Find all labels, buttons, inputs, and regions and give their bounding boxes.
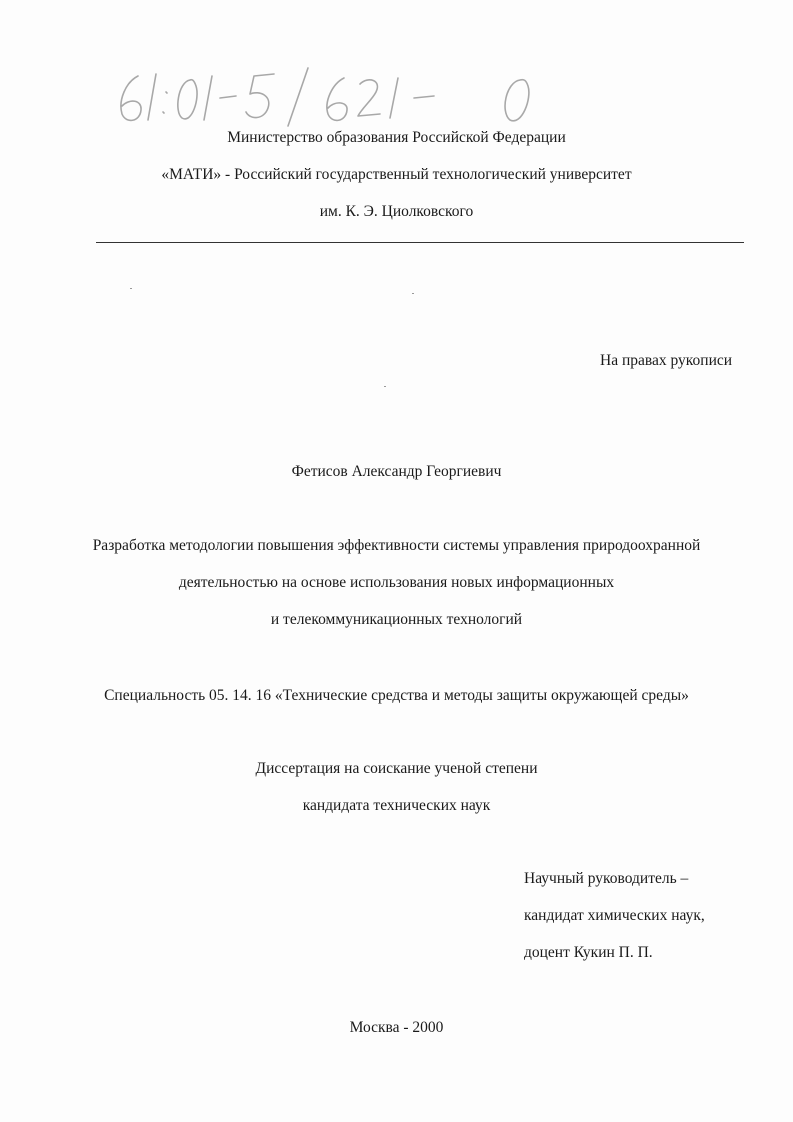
dissertation-title-line-2: деятельностью на основе использования новых информационных [178, 574, 615, 591]
degree-line-1: Диссертация на соискание ученой степени [255, 760, 538, 777]
supervisor-degree: кандидат химических наук, [524, 907, 705, 924]
scan-speck [384, 386, 386, 387]
city-year: Москва - 2000 [349, 1019, 444, 1036]
handwritten-archive-mark [108, 62, 578, 132]
scan-speck [412, 293, 414, 294]
scan-speck [130, 288, 132, 289]
supervisor-name: доцент Кукин П. П. [524, 944, 653, 961]
ministry-name: Министерство образования Российской Федерации [227, 129, 566, 146]
degree-line-2: кандидата технических наук [302, 797, 491, 814]
university-name: «МАТИ» - Российский государственный технологический университет [161, 166, 632, 183]
supervisor-label: Научный руководитель – [524, 870, 689, 887]
dissertation-title-line-3: и телекоммуникационных технологий [270, 611, 523, 628]
specialty: Специальность 05. 14. 16 «Технические средства и методы защиты окружающей среды» [104, 687, 689, 704]
header-divider [96, 242, 744, 243]
rights-note: На правах рукописи [600, 352, 733, 369]
author-name: Фетисов Александр Георгиевич [291, 463, 502, 480]
dissertation-title-line-1: Разработка методологии повышения эффективности системы управления природоохранной [92, 537, 701, 554]
university-named-after: им. К. Э. Циолковского [319, 203, 474, 220]
